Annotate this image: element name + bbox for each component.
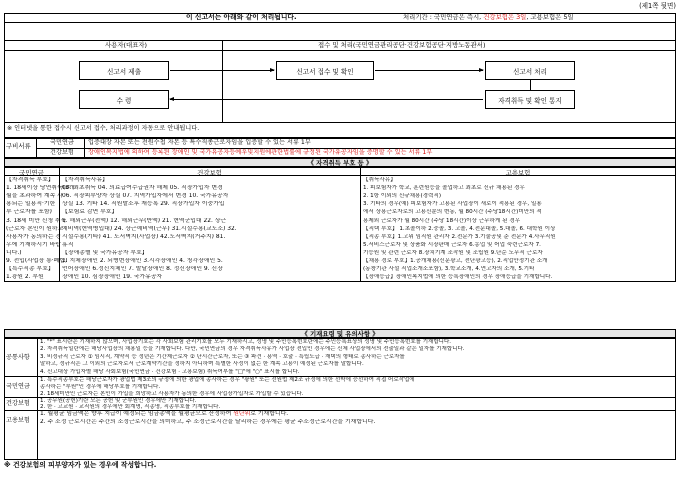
pension-code-line: 우에 기재하시기 바랍 xyxy=(6,241,61,248)
notes-title: 《 기재요령 및 유의사항 》 xyxy=(301,330,379,338)
health-code-line: 1. 해외근무(전액) 12. 해외근무(반액) 21. 현역군입대 22. 상근 xyxy=(62,217,227,224)
pension-code-line: 1.광원 2. 부원 xyxy=(6,274,44,281)
employ-code-line: 에서 상용근로자로의 고용신분의 변동, 월 80시간 (주당18시간)미만의 적 xyxy=(363,209,542,216)
employ-code-line: 【취득사유】 xyxy=(363,177,396,183)
applicant-header: 사용자(대표자) xyxy=(105,41,148,49)
employ-code-line: 1. 피보험자가 학교, 훈련원등을 졸업하고 최초로 신규 채용된 경우 xyxy=(363,185,525,192)
agency-header: 접수 및 처리(국민연금관리공단·건강보험공단·지방노동관서) xyxy=(318,41,486,49)
notes-employ-label: 고용보험 xyxy=(6,417,30,424)
pension-note-line: 1. 특수직종부호는 해당근로자가 광업법 제3조의 규정에 의한 광업에 종사하는 경우 "광원" 또는 선원법 제2조 규정에 의한 선박에 승선하여 직접 어로작업에 xyxy=(40,377,415,383)
flow-notify: 자격취득 및 확인 통지 xyxy=(485,90,575,109)
docs-health-text: 장애인복지법에 의하여 등록된 장애인 및 국가유공자등예우및지원에관한법률에 규정된 국가유공자임을 증명할 수 있는 서류 1부 xyxy=(88,149,433,156)
codes-pension-col: 국민연금 xyxy=(19,169,44,177)
employ-code-line: 【채용 경로 부호】1.공개채용(신문광고, 전단광고등), 2.직업안정기관 소개 xyxy=(363,258,548,264)
employ-code-line: 3. 기타의 경우(예) 피보험자가 고용된 사업장이 새로이 적용된 경우, 일용 xyxy=(363,201,542,208)
employ-code-line: 【직종 부호】1.고위 임직원 관리자 2.전문가 3.기술공및 준 전문가 4.사무직원 xyxy=(363,233,556,240)
pension-note-line: 종사하는 "부원"인 경우에 해당부호를 기재합니다. xyxy=(40,383,161,390)
employ-code-line: (동창기관 사설 직업소개소포함), 3.학교소개, 4.연고자의 소개, 5.기타 xyxy=(363,266,535,273)
codes-employ-col: 고용보험 xyxy=(505,169,531,177)
pension-code-line: 【특수직종 부호】 xyxy=(6,266,54,273)
arrow-right-icon xyxy=(375,70,483,71)
arrow-right-icon xyxy=(170,70,274,71)
pension-note-line: 2. 18세미만인 근로자는 본인이 가입을 희망하고 사용자가 동의한 경우에 사업장가입자로 가입할 수 있습니다. xyxy=(40,390,304,397)
docs-pension-label: 국민연금 xyxy=(50,139,74,146)
common-note-line: 3. 비정규직 근로자 ① 임시직, 계약직 등 정년은 기간제근로자 ② 단시간근로자, 또는 ③ 파견 · 용역 · 호출 · 특립도급 · 재택의 형태로 종사하는 근로자를 xyxy=(40,353,405,360)
health-code-line: 언어장애인 6.정신지체인 7. 발달장애인 8. 정신장애인 9. 신장 xyxy=(62,266,223,273)
pension-code-line: 1. 18세이상 당연취득(3개 xyxy=(6,185,75,192)
health-code-line: 00. 최초취득 04. 의료급여수급권자 해제 05. 직장가입자 변경 xyxy=(62,185,223,192)
health-code-line: 【장애종별 및 국가유공자 부호】 xyxy=(62,249,148,256)
processing-title: 이 신고서는 아래와 같이 처리됩니다. xyxy=(186,13,297,21)
pension-code-line: 부 근로자를 포함) xyxy=(6,209,52,216)
common-note-line: 2. 자격취득일란에는 해당사업장의 채용일 등을 기재합니다. 다만, 국민연금의 경우 자격취득사유가 사업장 전입인 경우에는 신체 사업장에서의 전출일과 같은 일자를 기재합니다. xyxy=(40,346,465,353)
flow-process: 신고서 처리 xyxy=(485,61,575,80)
notes-common-label: 공통사항 xyxy=(6,354,30,361)
health-code-line: 06. 직장피부양자 상실 07. 지역가입자에서 변경 10. 국가유공자 xyxy=(62,193,229,200)
health-code-line: 장애인 10. 심장장애인 19. 국가유공자 xyxy=(62,274,163,281)
employ-code-line: 기능원 및 관련 근로자 8.장치기계 조작원 및 조립원 9.단순 노무직 근로자 xyxy=(363,249,543,256)
notes-pension-label: 국민연금 xyxy=(6,383,30,390)
pension-code-line: 월을 초과하여 계속 사 xyxy=(6,193,63,200)
employ-code-line: 2. 1항 이외의 신규채용(경력직) xyxy=(363,193,442,200)
employ-note-2: 2. 주 소정 근로시간은 주간의 소정근로시간을 의미하고, 주 소정근로시간을 달리하는 경우에는 평균 주소정근로시간을 기재합니다. xyxy=(40,419,376,425)
health-code-line: 시설수용(기타) 41. 도서벽지(사업장) 42.도서벽지(거주지) 81. xyxy=(62,233,226,240)
health-code-line: 예비역(현역병입대) 24. 상근예비역(근무) 31.시설수용(교도소) 32. xyxy=(62,225,237,232)
pension-code-line: (근로자 본인이 원하고 xyxy=(6,225,64,232)
docs-label: 구비서류 xyxy=(6,142,31,150)
pension-code-line: 용되는 일용직·기한 xyxy=(6,201,56,208)
flow-pickup: 수 령 xyxy=(79,90,169,109)
pension-code-line: 3. 18세 미만 신청 취득 xyxy=(6,217,67,224)
notes-health-label: 건강보험 xyxy=(6,400,30,407)
pension-code-line: 사용자가 동의하는 경 xyxy=(6,233,61,240)
common-note-line: 1. "*" 표시란은 기재하지 않으며, 사업장기호는 각 사회보험 관리기호를 모두 기재하시고, 성명 및 주민등록번호란에는 주민등록표상의 성명 및 주민등록번호를 기재합니다. xyxy=(40,339,452,345)
pension-code-line: 9. 전입(사업장 통·폐합) xyxy=(6,258,68,264)
employ-code-line: 【장애등급】장애인복지법에 의한 등록장애인의 경우 장애등급을 기재합니다. xyxy=(363,274,553,281)
pension-code-line: 【자격취득 부호】 xyxy=(6,177,54,183)
pension-code-line: 니다.) xyxy=(6,249,22,256)
flow-submit: 신고서 제출 xyxy=(79,61,169,80)
health-code-line: 휴직 xyxy=(62,241,74,248)
codes-health-col: 건강보험 xyxy=(197,169,222,177)
health-code-line: 【보험료 감면 부호】 xyxy=(62,209,118,216)
employ-code-line: 5.서비스근로자 및 상품화 시장판매 근로자 6.농업 및 어업 숙련근로자 7. xyxy=(363,241,541,248)
employ-code-line: 【직택 부호】 1.초졸이하 2.중졸, 3. 고졸, 4.전문대졸, 5.대졸, 6. 대학원 이상 xyxy=(363,225,556,232)
common-note-line: 4. 신고대상 가입자별 해당 사회보험(국민연금 · 건강보험 · 고용보험) 취득여부를 "□"에 "○" 표시를 합니다. xyxy=(40,368,300,375)
health-note-line: 2. 한 · 고교원 · 교직원의 경우에만 회계명, 직종명, 직종부호를 기재합니다. xyxy=(40,404,221,411)
docs-health-label: 건강보험 xyxy=(50,149,74,156)
page-number: (제1쪽 뒷면) xyxy=(639,2,676,10)
arrow-left-icon xyxy=(170,99,483,100)
flow-receive: 신고서 접수 및 확인 xyxy=(276,61,374,80)
employ-code-line: 용제외 근로자가 월 80시간 (주당 18시간)이상 근무하게 된 경우 xyxy=(363,217,521,224)
docs-pension-text: 입증대장 자본 또는 전원수첩 자본 등 특수직종근로자임을 입증할 수 있는 서류 1부 xyxy=(88,139,311,146)
health-code-line: 【자격취득사유】 xyxy=(62,177,108,183)
codes-title: 《 자격취득 부호 등 》 xyxy=(307,159,373,167)
health-code-line: 1. 지체장애인 2. 뇌병변장애인 3.시각장애인 4. 청각장애인 5. xyxy=(62,258,223,264)
common-note-line: 말하고, 정규직은 그 이외의 근로자로서 근로계약기간을 정하지 아니하며 특별한 사정이 없는 한 계속 고용이 예정된 근로자를 말합니다. xyxy=(40,361,364,368)
processing-period: 처리기간 : 국민연금은 즉시, 건강보험은 3일, 고용보험은 5일 xyxy=(403,13,574,21)
internet-note: ※ 인터넷을 통한 접수시 신고서 접수, 처리과정이 자동으로 안내됩니다. xyxy=(7,125,200,132)
health-note-line: 1. 공무원(공헌)기란 모든 공헌 및 군부원인 경우에만 기재합니다. xyxy=(40,398,197,404)
footer-note: ※ 건강보험의 피부양자가 있는 경우에 작성합니다. xyxy=(4,461,157,469)
employ-note-1: 1. 월평균 임금액은 향후 지급이 예정되는 임금총액을 월평균으로 산정하여 원단위로 기재합니다. xyxy=(40,411,289,417)
health-code-line: 상실 13. 기타 14. 직원발소후 재등록 29. 직장가입자 이중가입 xyxy=(62,201,225,208)
